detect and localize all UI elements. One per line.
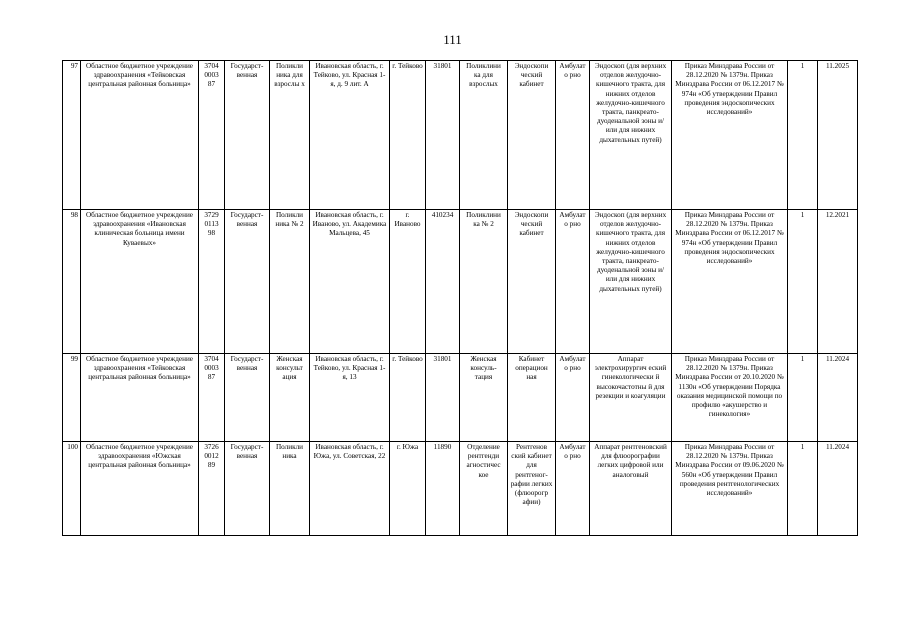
equipment-cell: Эндоскоп (для верхних отделов желудочно-кишечного тракта, для нижних отделов желудочно-кишечного тракта, панкреато-дуоденальной зоны и/или для нижних дыхательных путей) (590, 61, 672, 210)
subdivision-cell: Поликли ника для взрослы х (270, 61, 310, 210)
index-cell: 31801 (426, 354, 460, 442)
ownership-cell: Государст-венная (225, 354, 270, 442)
index-cell: 11890 (426, 442, 460, 536)
equipment-register-table (62, 60, 858, 536)
code-cell: 3704 0003 87 (199, 61, 225, 210)
city-cell: г. Иваново (390, 210, 426, 354)
subdivision-cell: Поликли ника (270, 442, 310, 536)
ownership-cell: Государст-венная (225, 442, 270, 536)
room-cell: Эндоскопи ческий кабинет (508, 61, 556, 210)
table-row (63, 210, 858, 354)
organization-cell: Областное бюджетное учреждение здравоохранения «Южская центральная районная больница» (81, 442, 199, 536)
date-cell: 11.2025 (818, 61, 858, 210)
page-number: 111 (443, 32, 462, 47)
date-cell: 11.2024 (818, 442, 858, 536)
table-row (63, 354, 858, 442)
date-cell: 11.2024 (818, 354, 858, 442)
index-cell: 410234 (426, 210, 460, 354)
row-number-cell: 98 (63, 210, 81, 354)
department-cell: Отделение рентгенди агностичес кое (460, 442, 508, 536)
room-cell: Кабинет операцион ная (508, 354, 556, 442)
subdivision-cell: Женская консульт ация (270, 354, 310, 442)
department-cell: Женская консуль-тация (460, 354, 508, 442)
table-row (63, 61, 858, 210)
index-cell: 31801 (426, 61, 460, 210)
equipment-cell: Аппарат электрохирургич еский гинекологически й высокочастотны й для резекции и коагуляции (590, 354, 672, 442)
city-cell: г. Южа (390, 442, 426, 536)
orders-cell: Приказ Минздрава России от 28.12.2020 № 1379н. Приказ Минздрава России от 09.06.2020 № 560н «Об утверждении Правил проведения рентгенологических исследований» (672, 442, 788, 536)
ownership-cell: Государст-венная (225, 210, 270, 354)
table-row (63, 442, 858, 536)
orders-cell: Приказ Минздрава России от 28.12.2020 № 1379н. Приказ Минздрава России от 20.10.2020 № 1130н «Об утверждении Порядка оказания медицинской помощи по профилю «акушерство и гинекология» (672, 354, 788, 442)
equipment-cell: Аппарат рентгеновский для флюорографии легких цифровой или аналоговый (590, 442, 672, 536)
organization-cell: Областное бюджетное учреждение здравоохранения «Тейковская центральная районная больница» (81, 61, 199, 210)
city-cell: г. Тейково (390, 61, 426, 210)
quantity-cell: 1 (788, 61, 818, 210)
code-cell: 3726 0012 89 (199, 442, 225, 536)
department-cell: Поликлини ка № 2 (460, 210, 508, 354)
city-cell: г. Тейково (390, 354, 426, 442)
address-cell: Ивановская область, г. Тейково, ул. Красная 1-я, 13 (310, 354, 390, 442)
care-type-cell: Амбулато рно (556, 61, 590, 210)
address-cell: Ивановская область, г. Южа, ул. Советская, 22 (310, 442, 390, 536)
organization-cell: Областное бюджетное учреждение здравоохранения «Ивановская клиническая больница имени Куваевых» (81, 210, 199, 354)
ownership-cell: Государст-венная (225, 61, 270, 210)
care-type-cell: Амбулато рно (556, 442, 590, 536)
address-cell: Ивановская область, г. Тейково, ул. Красная 1-я, д. 9 лит. А (310, 61, 390, 210)
room-cell: Рентгенов ский кабинет для рентгеног-рафии легких (флюорогр афии) (508, 442, 556, 536)
date-cell: 12.2021 (818, 210, 858, 354)
orders-cell: Приказ Минздрава России от 28.12.2020 № 1379н. Приказ Минздрава России от 06.12.2017 № 974н «Об утверждении Правил проведения эндоскопических исследований» (672, 61, 788, 210)
organization-cell: Областное бюджетное учреждение здравоохранения «Тейковская центральная районная больница» (81, 354, 199, 442)
quantity-cell: 1 (788, 354, 818, 442)
orders-cell: Приказ Минздрава России от 28.12.2020 № 1379н. Приказ Минздрава России от 06.12.2017 № 974н «Об утверждении Правил проведения эндоскопических исследований» (672, 210, 788, 354)
code-cell: 3704 0003 87 (199, 354, 225, 442)
department-cell: Поликлини ка для взрослых (460, 61, 508, 210)
subdivision-cell: Поликли ника № 2 (270, 210, 310, 354)
row-number-cell: 97 (63, 61, 81, 210)
room-cell: Эндоскопи ческий кабинет (508, 210, 556, 354)
quantity-cell: 1 (788, 442, 818, 536)
care-type-cell: Амбулато рно (556, 210, 590, 354)
row-number-cell: 99 (63, 354, 81, 442)
address-cell: Ивановская область, г. Иваново, ул. Академика Мальцева, 45 (310, 210, 390, 354)
row-number-cell: 100 (63, 442, 81, 536)
quantity-cell: 1 (788, 210, 818, 354)
care-type-cell: Амбулато рно (556, 354, 590, 442)
equipment-cell: Эндоскоп (для верхних отделов желудочно-кишечного тракта, для нижних отделов желудочно-кишечного тракта, панкреато-дуоденальной зоны и/или для нижних дыхательных путей) (590, 210, 672, 354)
code-cell: 3729 0113 98 (199, 210, 225, 354)
